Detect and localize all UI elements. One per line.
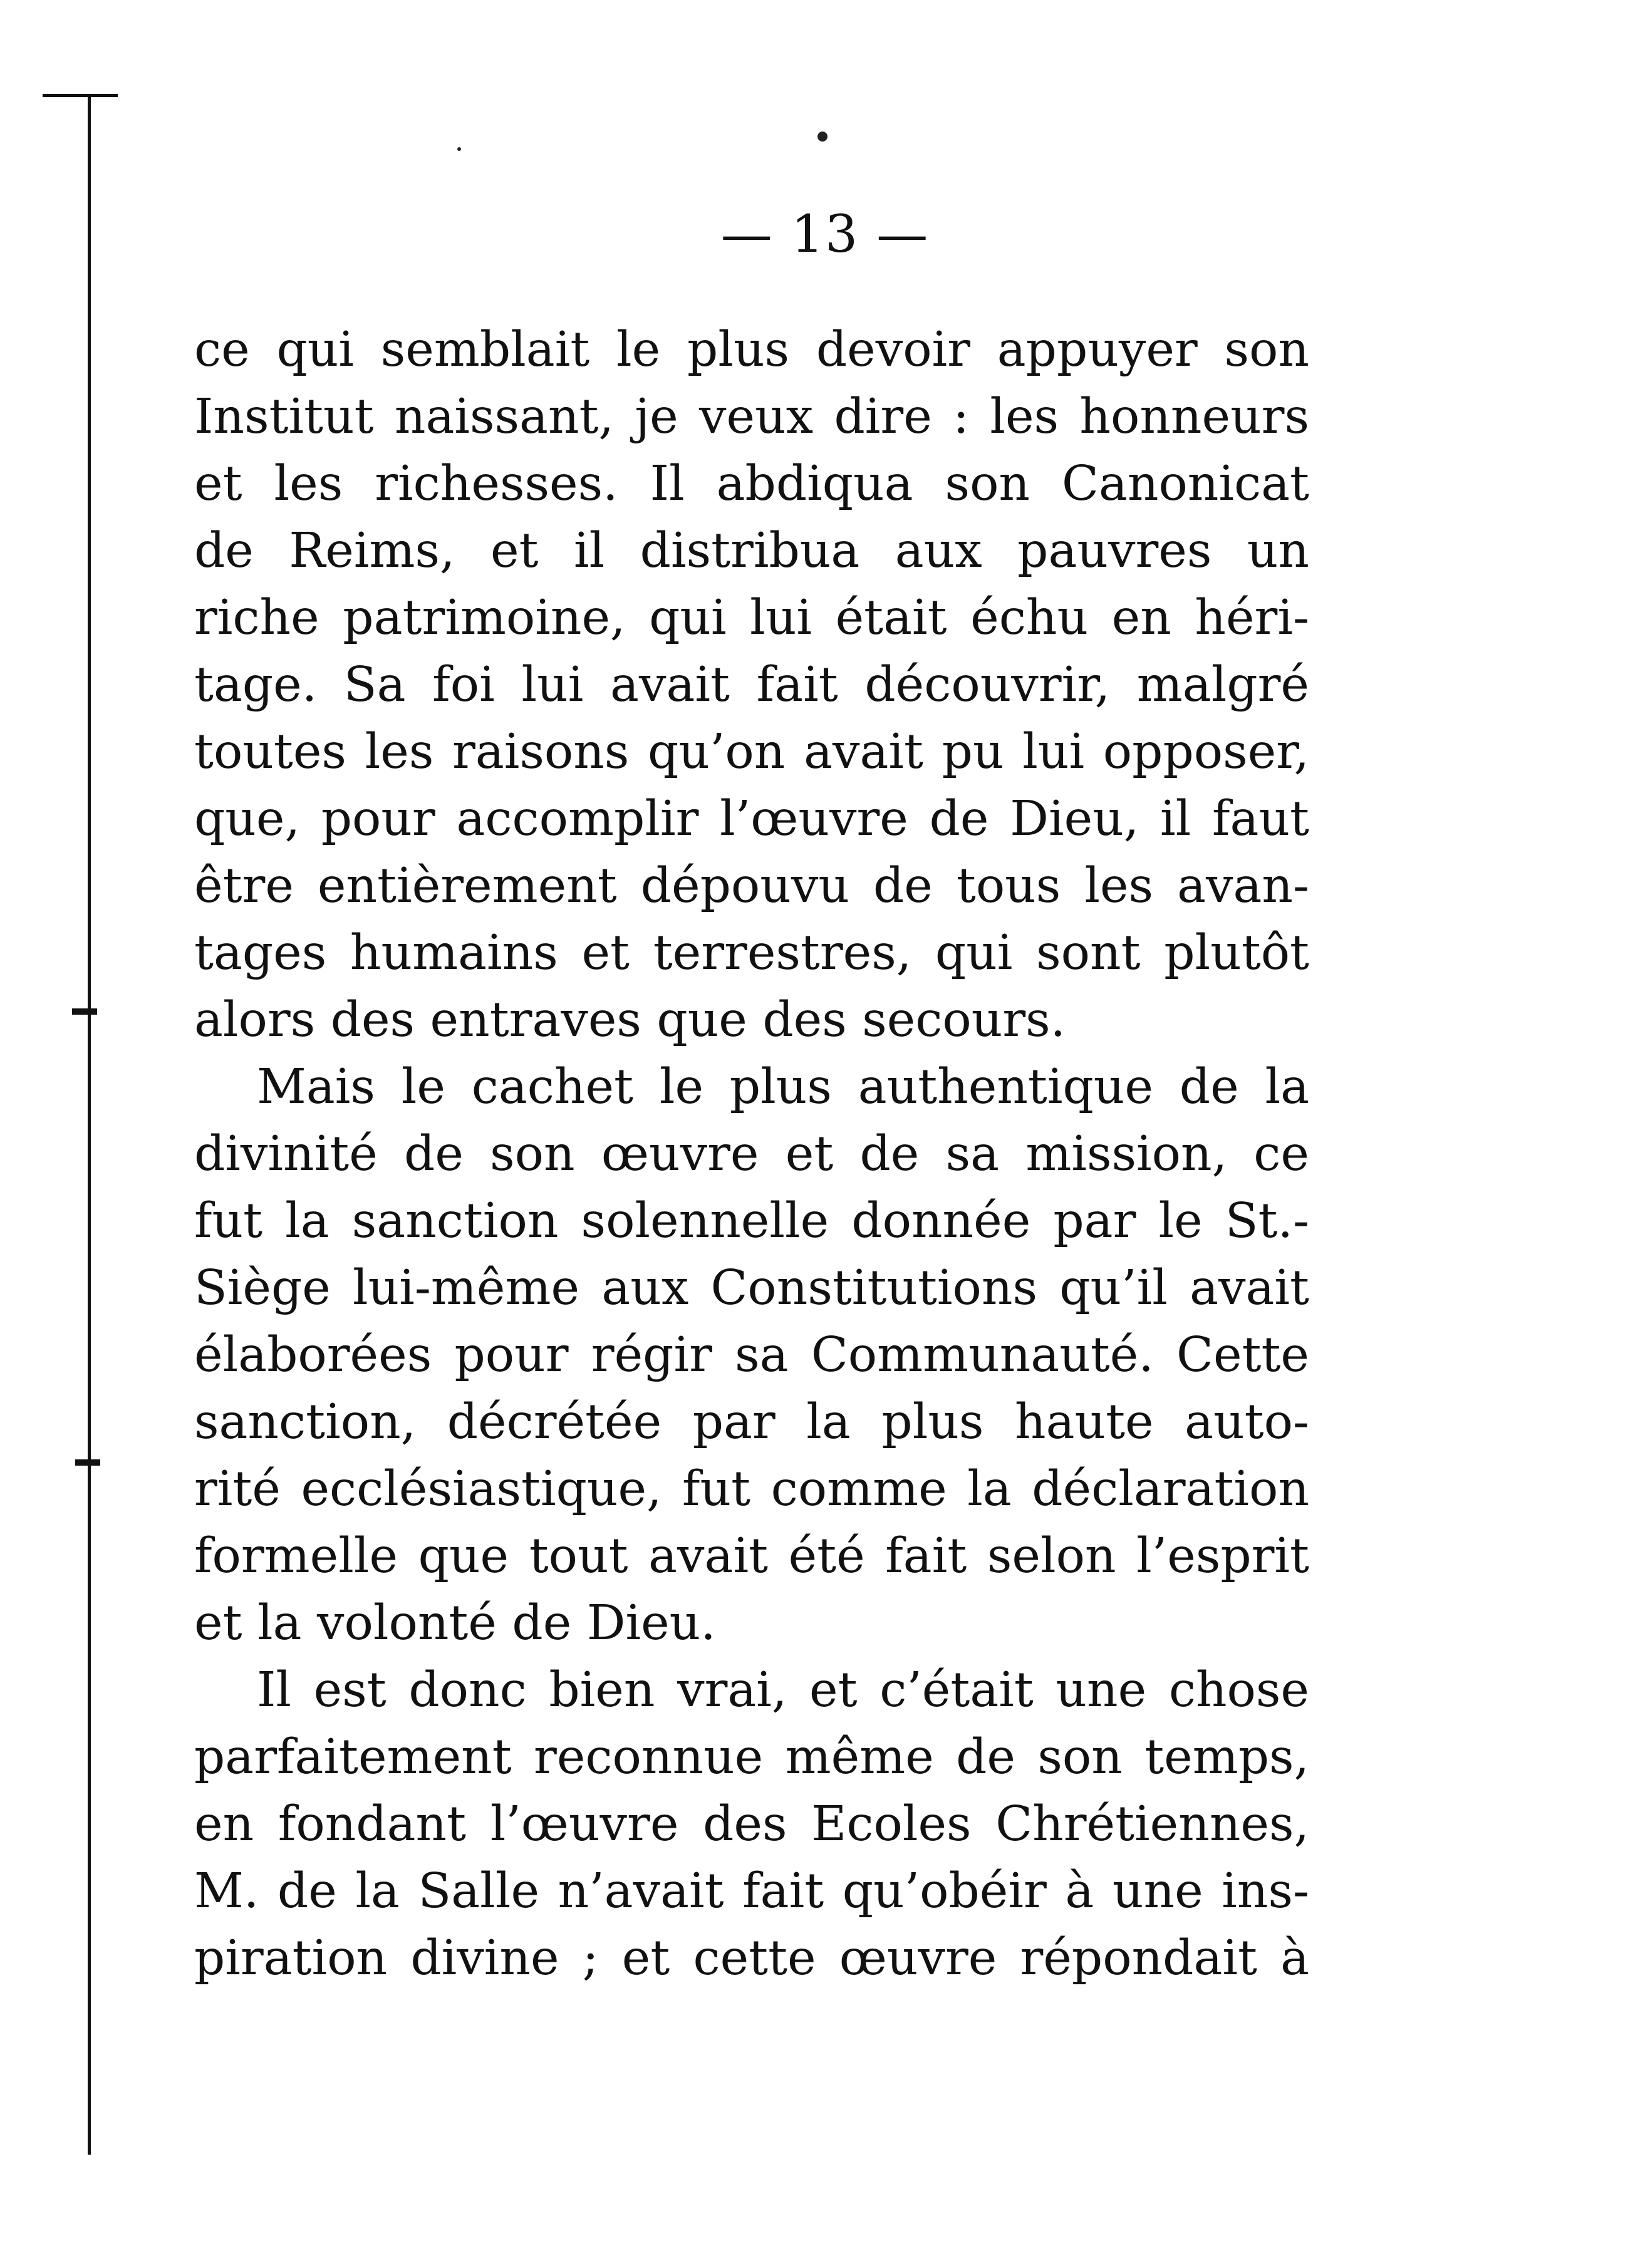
text-line: et les richesses. Il abdiqua son Canonicat bbox=[194, 456, 1309, 512]
text-line: rité ecclésiastique, fut comme la déclaration bbox=[194, 1461, 1309, 1517]
gutter-tick bbox=[72, 1008, 97, 1015]
text-line: M. de la Salle n’avait fait qu’obéir à une ins- bbox=[194, 1863, 1309, 1919]
text-line: ce qui semblait le plus devoir appuyer son bbox=[194, 322, 1309, 378]
paragraph bbox=[194, 1054, 1309, 1657]
text-line: Mais le cachet le plus authentique de la bbox=[257, 1059, 1309, 1115]
text-line: fut la sanction solennelle donnée par le St.- bbox=[194, 1193, 1309, 1249]
text-line: riche patrimoine, qui lui était échu en héri- bbox=[194, 590, 1309, 646]
ink-speck bbox=[817, 132, 828, 142]
text-line: de Reims, et il distribua aux pauvres un bbox=[194, 523, 1309, 579]
text-line: Siège lui-même aux Constitutions qu’il avait bbox=[194, 1260, 1309, 1316]
text-line: divinité de son œuvre et de sa mission, ce bbox=[194, 1126, 1309, 1182]
text-line: élaborées pour régir sa Communauté. Cette bbox=[194, 1327, 1309, 1383]
gutter-tick bbox=[75, 1459, 100, 1466]
text-line: tages humains et terrestres, qui sont plutôt bbox=[194, 925, 1309, 981]
text-line: que, pour accomplir l’œuvre de Dieu, il faut bbox=[194, 791, 1309, 847]
text-line: piration divine ; et cette œuvre répondait à bbox=[194, 1930, 1309, 1986]
text-line: sanction, décrétée par la plus haute auto- bbox=[194, 1394, 1309, 1450]
ink-speck bbox=[457, 147, 461, 151]
text-line: Institut naissant, je veux dire : les honneurs bbox=[194, 389, 1309, 445]
paragraph bbox=[194, 316, 1309, 1054]
page-number: — 13 — bbox=[720, 205, 930, 264]
text-line: parfaitement reconnue même de son temps, bbox=[194, 1729, 1309, 1785]
gutter-cap-mark bbox=[43, 94, 118, 97]
text-line: et la volonté de Dieu. bbox=[194, 1595, 716, 1651]
paragraph bbox=[194, 1657, 1309, 1992]
text-line: être entièrement dépouvu de tous les avan- bbox=[194, 858, 1309, 914]
text-line: Il est donc bien vrai, et c’était une chose bbox=[257, 1662, 1309, 1718]
text-line: tage. Sa foi lui avait fait découvrir, malgré bbox=[194, 657, 1309, 713]
text-line: toutes les raisons qu’on avait pu lui opposer, bbox=[194, 724, 1309, 780]
body-text bbox=[194, 316, 1309, 1992]
gutter-rule bbox=[88, 94, 91, 2155]
text-line: en fondant l’œuvre des Ecoles Chrétiennes, bbox=[194, 1796, 1309, 1852]
text-line: formelle que tout avait été fait selon l’esprit bbox=[194, 1528, 1309, 1584]
text-line: alors des entraves que des secours. bbox=[194, 992, 1066, 1048]
